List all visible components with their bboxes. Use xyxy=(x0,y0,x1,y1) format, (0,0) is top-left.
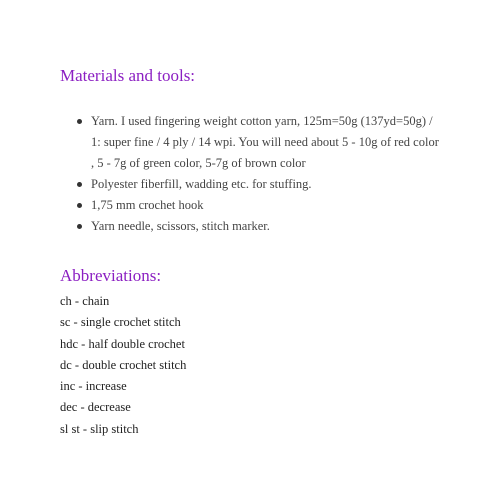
list-item xyxy=(60,216,440,237)
abbreviation-item: ch - chain xyxy=(60,294,110,308)
materials-item-text: Polyester fiberfill, wadding etc. for stuffing. xyxy=(91,177,312,191)
materials-item-text: Yarn. I used fingering weight cotton yarn, 125m=50g (137yd=50g) / 1: super fine / 4 ply / 14 wpi. You will need about 5 - 10g of red color , 5 - 7g of green color, 5-7g of brown color xyxy=(91,114,439,170)
abbreviation-item: dec - decrease xyxy=(60,400,131,415)
materials-heading: Materials and tools: xyxy=(60,66,196,85)
list-item xyxy=(60,174,440,195)
bullet-icon xyxy=(77,224,82,229)
abbreviation-item: hdc - half double crochet xyxy=(60,336,185,351)
abbreviation-item: sc - single crochet stitch xyxy=(60,315,181,330)
materials-item-text: Yarn needle, scissors, stitch marker. xyxy=(91,219,270,233)
bullet-icon xyxy=(77,203,82,208)
list-item xyxy=(60,195,440,216)
abbreviation-item: dc - double crochet stitch xyxy=(60,357,187,372)
materials-list xyxy=(60,111,440,237)
bullet-icon xyxy=(77,119,82,124)
abbreviations-heading: Abbreviations: xyxy=(60,266,162,285)
list-item xyxy=(60,111,440,174)
materials-item-text: 1,75 mm crochet hook xyxy=(91,198,204,212)
abbreviations-list xyxy=(60,291,186,440)
abbreviation-item: inc - increase xyxy=(60,379,127,394)
abbreviation-item: sl st - slip stitch xyxy=(60,421,139,436)
bullet-icon xyxy=(77,182,82,187)
